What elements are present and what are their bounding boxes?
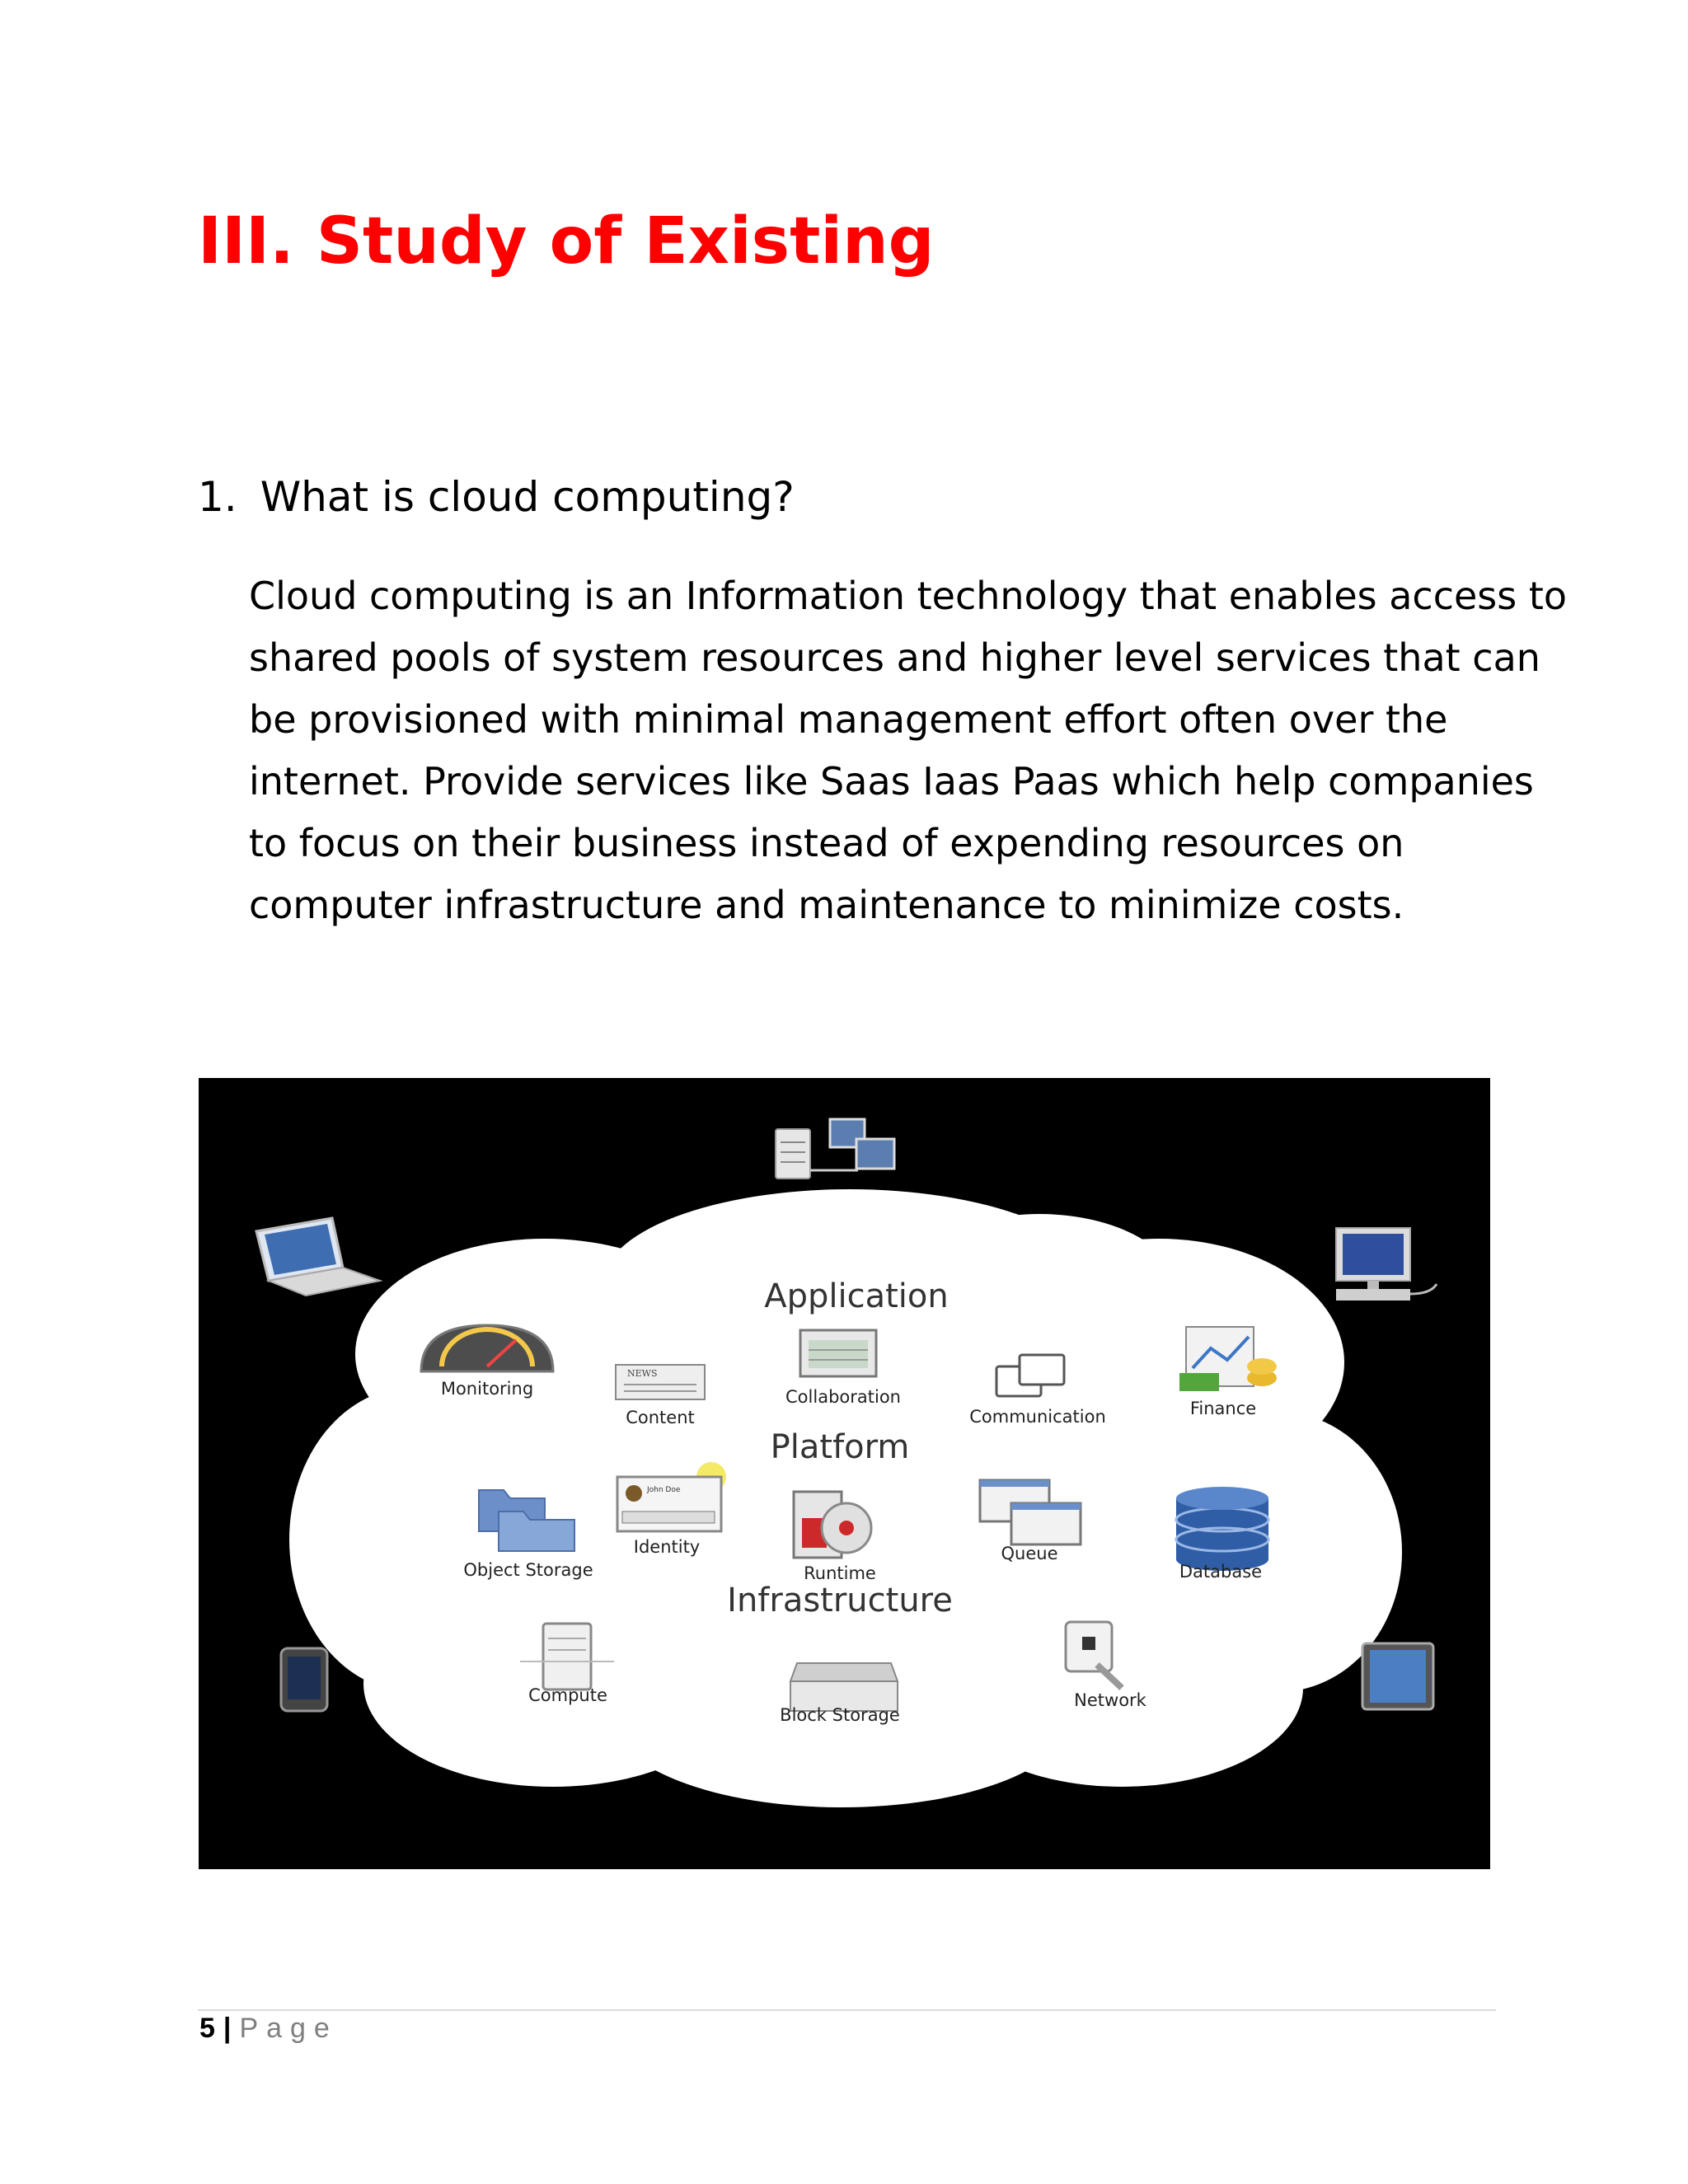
paragraph-line: shared pools of system resources and higher level services that can (249, 635, 1540, 680)
paragraph-line: to focus on their business instead of expending resources on (249, 821, 1404, 865)
object-storage-label: Object Storage (463, 1560, 593, 1580)
collaboration-label: Collaboration (785, 1387, 901, 1407)
page-footer (199, 2013, 338, 2045)
laptop-icon (256, 1218, 380, 1296)
compute-label: Compute (528, 1685, 607, 1705)
runtime-label: Runtime (804, 1563, 876, 1583)
network-label: Network (1074, 1690, 1146, 1710)
section-title: What is cloud computing? (260, 473, 795, 521)
tablet-icon (1362, 1643, 1433, 1709)
footer-divider (198, 2009, 1496, 2011)
news-content-icon (616, 1365, 705, 1399)
block-storage-label: Block Storage (780, 1705, 900, 1725)
page-number: 5 (199, 2013, 215, 2044)
layer-platform: Platform (770, 1428, 910, 1466)
section-heading (198, 473, 795, 521)
monitoring-label: Monitoring (440, 1379, 534, 1399)
database-label: Database (1179, 1562, 1263, 1582)
layer-infrastructure: Infrastructure (727, 1582, 953, 1619)
layer-application: Application (764, 1277, 949, 1315)
id-card-name: John Doe (647, 1486, 681, 1494)
footer-separator: | (223, 2013, 232, 2044)
paragraph-line: internet. Provide services like Saas Iaas Paas which help companies (249, 759, 1534, 804)
section-number: 1. (198, 473, 237, 521)
page-label: Page (239, 2013, 338, 2044)
block-storage-icon (790, 1663, 898, 1711)
body-paragraph (249, 565, 1568, 936)
queue-label: Queue (1001, 1544, 1058, 1563)
paragraph-line: computer infrastructure and maintenance to minimize costs. (249, 883, 1404, 927)
collaboration-icon (800, 1330, 876, 1376)
cloud-diagram (199, 1078, 1490, 1869)
content-label: Content (626, 1408, 695, 1427)
page-heading: III. Study of Existing (198, 204, 935, 279)
news-badge: NEWS (627, 1368, 658, 1379)
cloud-computing-figure (199, 1078, 1490, 1869)
server-cluster-icon (776, 1119, 894, 1179)
database-icon (1176, 1487, 1268, 1571)
smartphone-icon (281, 1648, 327, 1711)
desktop-icon (1336, 1228, 1437, 1301)
identity-label: Identity (633, 1537, 701, 1557)
paragraph-line: be provisioned with minimal management effort often over the (249, 697, 1448, 742)
communication-label: Communication (969, 1407, 1106, 1427)
finance-label: Finance (1189, 1399, 1257, 1418)
paragraph-line: Cloud computing is an Information technology that enables access to (249, 574, 1568, 618)
